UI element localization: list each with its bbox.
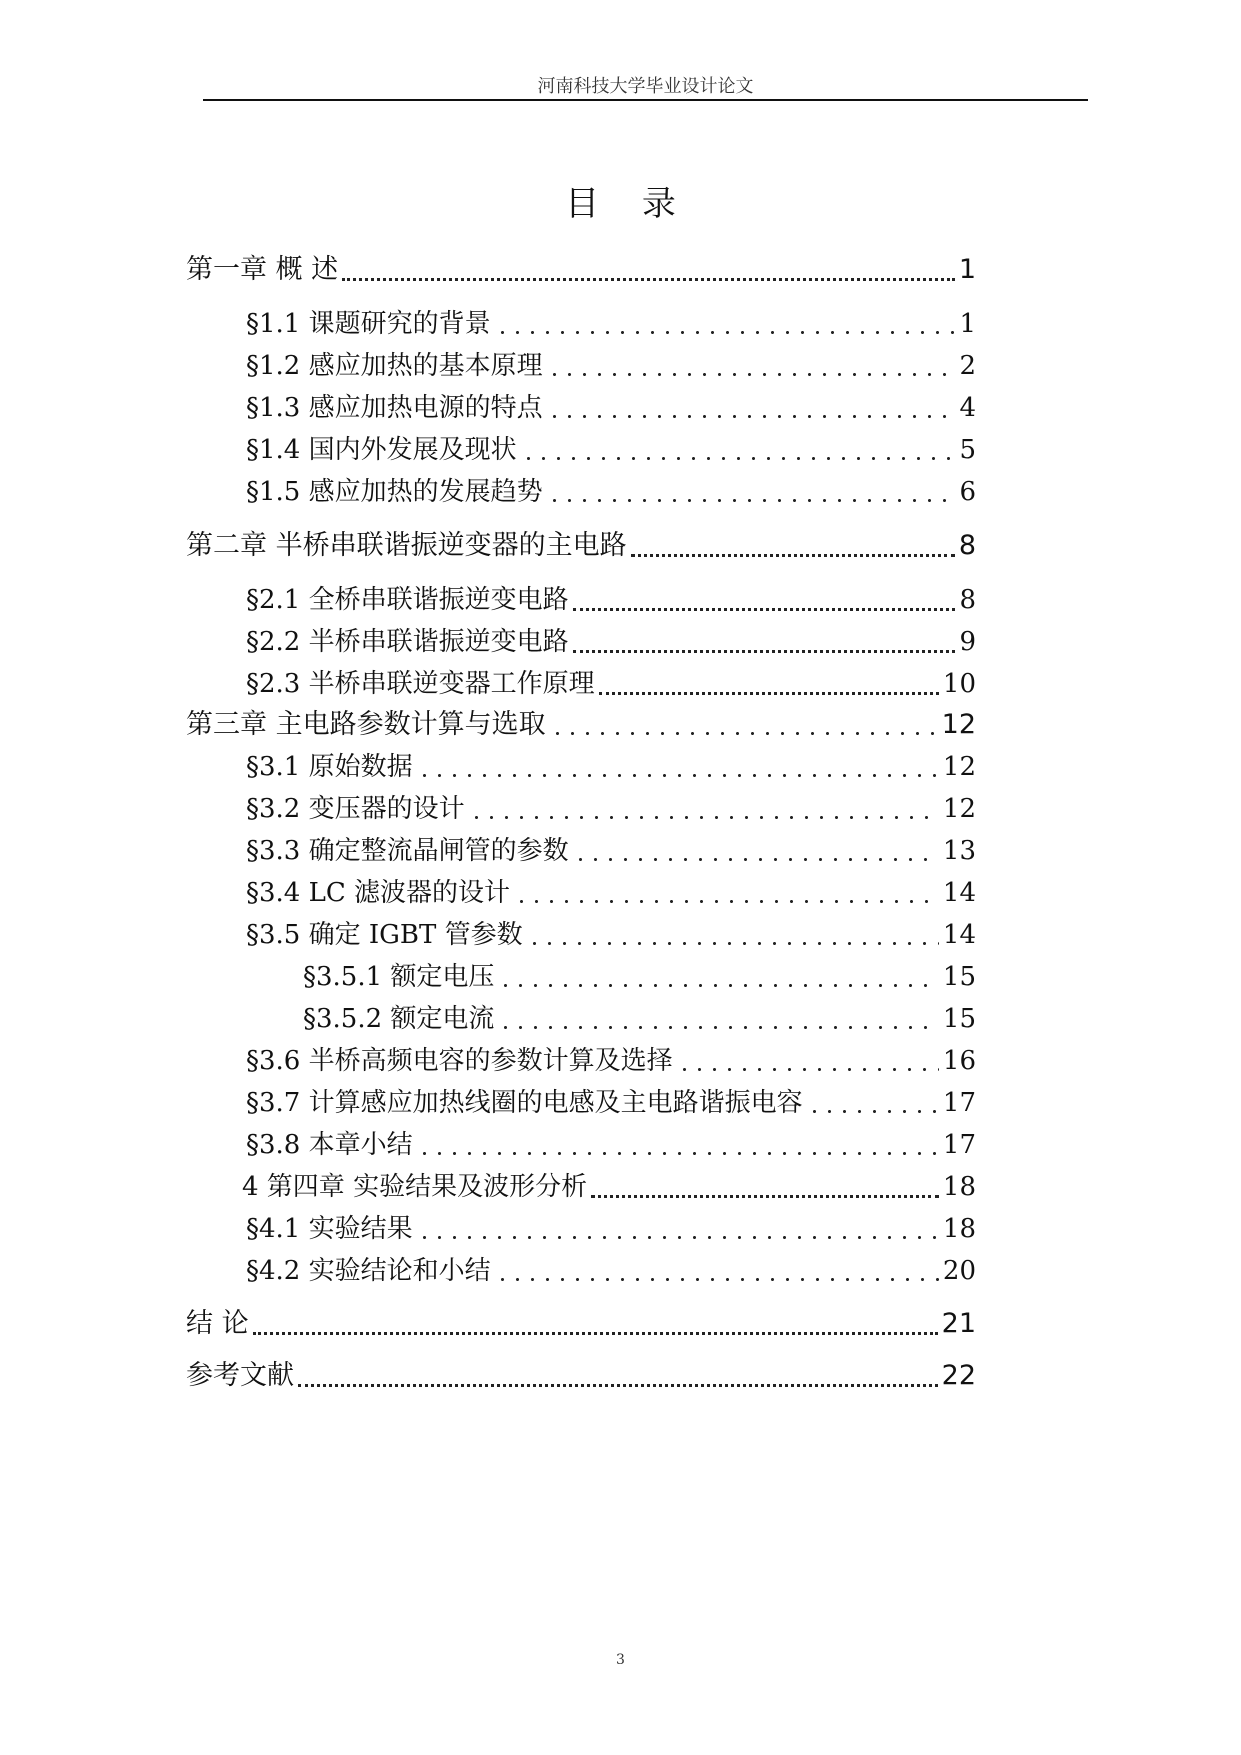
toc-entry-label: §3.3 确定整流晶闸管的参数	[246, 836, 569, 866]
toc-entry-section-3-8[interactable]	[246, 1125, 976, 1165]
dot-leader	[591, 1167, 939, 1207]
toc-entry-section-2-2[interactable]	[246, 622, 976, 662]
dot-leader	[417, 747, 939, 787]
toc-entry-section-3-3[interactable]	[246, 831, 976, 871]
dot-leader	[807, 1083, 939, 1123]
toc-entry-label: 第二章 半桥串联谐振逆变器的主电路	[186, 530, 627, 561]
toc-entry-page: 10	[942, 669, 976, 699]
toc-entry-section-2-1[interactable]	[246, 580, 976, 620]
toc-entry-section-1-3[interactable]	[246, 388, 976, 428]
toc-entry-label: 4 第四章 实验结果及波形分析	[242, 1172, 588, 1202]
toc-entry-page: 18	[942, 1214, 976, 1244]
toc-entry-subsection-3-5-1[interactable]	[303, 957, 976, 997]
toc-title: 目 录	[565, 184, 692, 224]
toc-entry-section-3-2[interactable]	[246, 789, 976, 829]
toc-entry-section-1-1[interactable]	[246, 304, 976, 344]
dot-leader	[573, 622, 956, 662]
toc-entry-label: §1.5 感应加热的发展趋势	[246, 477, 543, 507]
running-header: 河南科技大学毕业设计论文	[537, 76, 754, 97]
toc-entry-page: 14	[942, 878, 976, 908]
toc-entry-page: 12	[942, 794, 976, 824]
toc-entry-label: §2.1 全桥串联谐振逆变电路	[246, 585, 569, 615]
toc-entry-page: 12	[941, 709, 976, 740]
dot-leader	[417, 1125, 939, 1165]
toc-entry-label: 第三章 主电路参数计算与选取	[186, 709, 546, 740]
dot-leader	[599, 664, 939, 704]
toc-entry-page: 15	[942, 1004, 976, 1034]
dot-leader	[514, 873, 939, 913]
toc-entry-page: 8	[958, 530, 976, 561]
dot-leader	[677, 1041, 939, 1081]
toc-entry-chapter-1[interactable]	[186, 250, 976, 290]
toc-entry-page: 13	[942, 836, 976, 866]
toc-entry-section-3-6[interactable]	[246, 1041, 976, 1081]
toc-entry-label: §3.6 半桥高频电容的参数计算及选择	[246, 1046, 673, 1076]
toc-entry-section-1-2[interactable]	[246, 346, 976, 386]
toc-entry-label: §4.2 实验结论和小结	[246, 1256, 491, 1286]
toc-entry-label: §2.2 半桥串联谐振逆变电路	[246, 627, 569, 657]
toc-entry-label: 第一章 概 述	[186, 254, 339, 285]
dot-leader	[253, 1304, 938, 1344]
toc-entry-page: 16	[942, 1046, 976, 1076]
toc-entry-page: 20	[942, 1256, 976, 1286]
toc-entry-section-4-2[interactable]	[246, 1251, 976, 1291]
toc-entry-chapter-4[interactable]	[242, 1167, 976, 1207]
toc-entry-conclusion[interactable]	[186, 1304, 976, 1344]
dot-leader	[298, 1356, 938, 1396]
toc-entry-page: 4	[959, 393, 976, 423]
dot-leader	[342, 250, 955, 290]
toc-entry-section-1-4[interactable]	[246, 430, 976, 470]
toc-entry-label: §3.7 计算感应加热线圈的电感及主电路谐振电容	[246, 1088, 803, 1118]
toc-entry-page: 2	[959, 351, 976, 381]
toc-entry-label: §3.5 确定 IGBT 管参数	[246, 920, 523, 950]
toc-entry-page: 17	[942, 1088, 976, 1118]
toc-entry-section-3-5[interactable]	[246, 915, 976, 955]
toc-entry-page: 1	[958, 254, 976, 285]
toc-entry-page: 8	[959, 585, 976, 615]
toc-entry-page: 14	[942, 920, 976, 950]
toc-entry-label: §3.5.1 额定电压	[303, 962, 495, 992]
toc-entry-page: 22	[941, 1360, 976, 1391]
toc-entry-page: 6	[959, 477, 976, 507]
toc-entry-section-3-4[interactable]	[246, 873, 976, 913]
dot-leader	[498, 999, 938, 1039]
toc-entry-label: §1.2 感应加热的基本原理	[246, 351, 543, 381]
dot-leader	[417, 1209, 939, 1249]
dot-leader	[547, 346, 956, 386]
dot-leader	[469, 789, 939, 829]
toc-entry-label: §2.3 半桥串联逆变器工作原理	[246, 669, 595, 699]
toc-entry-label: §1.4 国内外发展及现状	[246, 435, 517, 465]
dot-leader	[495, 304, 956, 344]
dot-leader	[495, 1251, 939, 1291]
toc-entry-page: 18	[942, 1172, 976, 1202]
toc-entry-label: 参考文献	[186, 1360, 294, 1391]
toc-entry-page: 17	[942, 1130, 976, 1160]
dot-leader	[550, 705, 938, 745]
toc-entry-label: §3.5.2 额定电流	[303, 1004, 495, 1034]
toc-entry-references[interactable]	[186, 1356, 976, 1396]
dot-leader	[573, 580, 956, 620]
dot-leader	[521, 430, 956, 470]
toc-entry-label: §1.3 感应加热电源的特点	[246, 393, 543, 423]
toc-entry-chapter-2[interactable]	[186, 526, 976, 566]
toc-entry-page: 12	[942, 752, 976, 782]
toc-entry-label: §3.2 变压器的设计	[246, 794, 465, 824]
toc-entry-section-4-1[interactable]	[246, 1209, 976, 1249]
toc-entry-page: 21	[941, 1308, 976, 1339]
toc-entry-section-2-3[interactable]	[246, 664, 976, 704]
toc-entry-page: 1	[959, 309, 976, 339]
dot-leader	[547, 388, 956, 428]
toc-entry-label: §3.8 本章小结	[246, 1130, 413, 1160]
dot-leader	[573, 831, 939, 871]
toc-entry-label: 结 论	[186, 1308, 249, 1339]
dot-leader	[527, 915, 939, 955]
toc-entry-label: §1.1 课题研究的背景	[246, 309, 491, 339]
toc-entry-label: §3.1 原始数据	[246, 752, 413, 782]
toc-entry-chapter-3[interactable]	[186, 705, 976, 745]
toc-entry-subsection-3-5-2[interactable]	[303, 999, 976, 1039]
toc-entry-section-1-5[interactable]	[246, 472, 976, 512]
toc-entry-page: 5	[959, 435, 976, 465]
toc-entry-section-3-1[interactable]	[246, 747, 976, 787]
toc-entry-label: §3.4 LC 滤波器的设计	[246, 878, 511, 908]
dot-leader	[631, 526, 955, 566]
toc-entry-page: 15	[942, 962, 976, 992]
page-number: 3	[616, 1652, 625, 1668]
toc-entry-label: §4.1 实验结果	[246, 1214, 413, 1244]
toc-entry-section-3-7[interactable]	[246, 1083, 976, 1123]
dot-leader	[547, 472, 956, 512]
dot-leader	[498, 957, 938, 997]
toc-entry-page: 9	[959, 627, 976, 657]
